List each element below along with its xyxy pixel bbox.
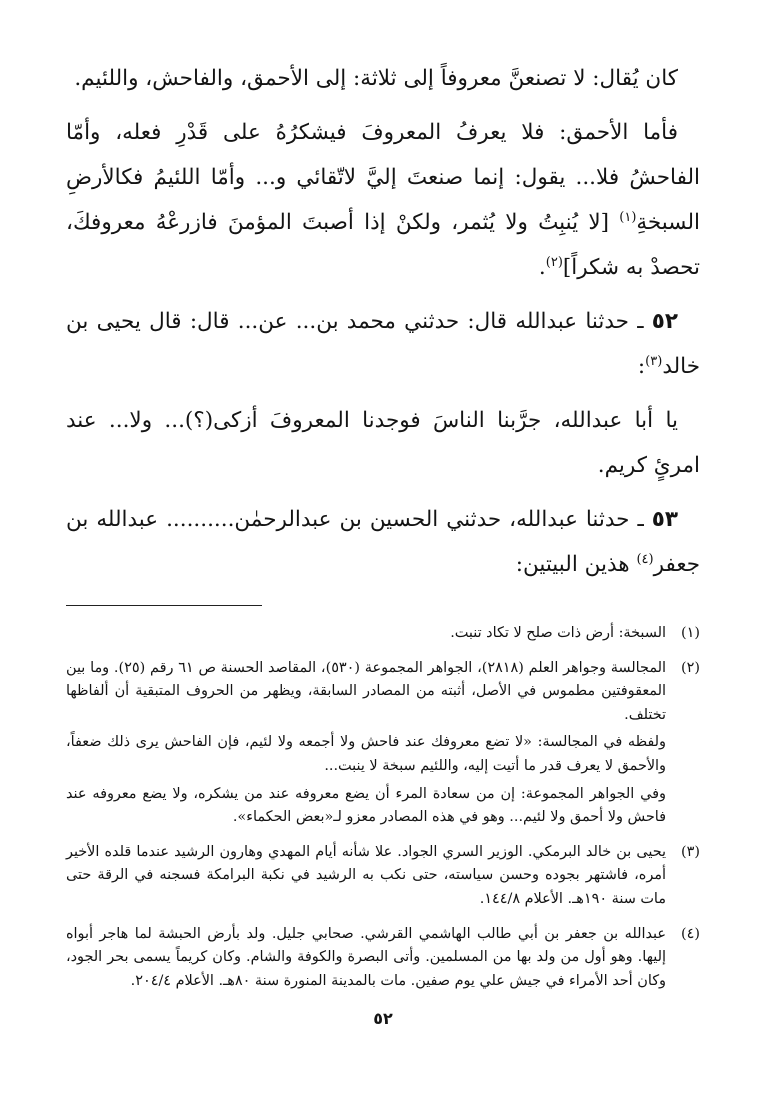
main-text bbox=[66, 56, 700, 587]
footnote-body bbox=[66, 657, 666, 834]
paragraph-text: فأما الأحمق: فلا يعرفُ المعروفَ فيشكرُهُ على قَدْرِ فعله، وأمّا الفاحشُ فلا... يقول: إنما صنعتَ إليَّ لاتّقائي و... وأمّا اللئيمُ فكالأرضِ السبخةِ bbox=[66, 120, 700, 235]
footnote-body bbox=[66, 622, 666, 650]
footnote-2 bbox=[66, 657, 700, 834]
footnotes bbox=[66, 622, 700, 997]
paragraph-1 bbox=[66, 56, 700, 101]
hadith-52 bbox=[66, 299, 700, 389]
page-number: ٥٢ bbox=[373, 1009, 393, 1028]
footnote-ref-4[interactable]: (٤) bbox=[636, 551, 654, 567]
paragraph-quote bbox=[66, 398, 700, 488]
footnote-text: عبدالله بن جعفر بن أبي طالب الهاشمي القرشي. صحابي جليل. ولد بأرض الحبشة لما هاجر أبواه إليها. وهو أول من ولد بها من المسلمين. وأتى البصرة والكوفة والشام. وكان كريماً يسمى بحر الجود، وكان أحد الأمراء في جيش علي يوم صفين. مات بالمدينة المنورة سنة ٨٠هـ. الأعلام ٢٠٤/٤. bbox=[66, 925, 666, 989]
paragraph-text: . bbox=[538, 255, 546, 280]
footnote-text: وفي الجواهر المجموعة: إن من سعادة المرء أن يضع معروفه عند من يشكره، ولا يضع معروفه عند فاحش ولا أحمق ولا لئيم... وهو في هذه المصادر معزو لـ«بعض الحكماء». bbox=[66, 785, 666, 826]
book-page bbox=[66, 56, 700, 1056]
paragraph-text: يا أبا عبدالله، جرَّبنا الناسَ فوجدنا المعروفَ أزكى(؟)... ولا... عند امرئٍ كريم. bbox=[66, 408, 700, 478]
footnote-ref-3[interactable]: (٣) bbox=[645, 353, 663, 369]
footnote-number: (١) bbox=[681, 625, 700, 641]
footnote-text: السبخة: أرض ذات صلح لا تكاد تنبت. bbox=[450, 625, 666, 641]
footnote-text: المجالسة وجواهر العلم (٢٨١٨)، الجواهر المجموعة (٥٣٠)، المقاصد الحسنة ص ٦١ رقم (٢٥). وما بين المعقوفتين مطموس في الأصل، أثبته من المصادر السابقة، ويظهر من الحروف المتبقية أن ألفاظها تختلف. bbox=[66, 659, 667, 723]
footnote-ref-1[interactable]: (١) bbox=[619, 209, 637, 225]
paragraph-text: كان يُقال: لا تصنعنَّ معروفاً إلى ثلاثة: إلى الأحمق، والفاحش، واللئيم. bbox=[74, 66, 678, 91]
paragraph-text: [لا يُنبِتُ ولا يُثمر، ولكنْ إذا أصبتَ المؤمنَ فازرعْهُ معروفكَ، تحصدْ به شكراً] bbox=[66, 210, 700, 280]
paragraph-text: هذين البيتين: bbox=[515, 552, 637, 577]
footnote-text: ولفظه في المجالسة: «لا تضع معروفك عند فاحش ولا أجمعه ولا لئيم، فإن الفاحش يرى ذلك ضعفاً، والأحمق لا يعرف قدر ما أتيت إليه، واللئيم سبخة لا ينبت... bbox=[66, 734, 666, 774]
footnote-1 bbox=[66, 622, 700, 650]
footnote-text: يحيى بن خالد البرمكي. الوزير السري الجواد. علا شأنه أيام المهدي وهارون الرشيد عندما قلده الأخير أمره، فاشتهر بجوده وحسن سياسته، حتى نكب به الرشيد في نكبة البرامكة فسجنه في الرقة حتى مات سنة ١٩٠هـ. الأعلام ١٤٤/٨. bbox=[66, 843, 666, 907]
paragraph-text: ـ حدثنا عبدالله قال: حدثني محمد بن... عن... قال: قال يحيى بن خالد bbox=[66, 309, 700, 379]
paragraph-text: ـ حدثنا عبدالله، حدثني الحسين بن عبدالرحمٰن.......... عبدالله بن جعفر bbox=[66, 507, 700, 577]
footnote-body bbox=[66, 923, 666, 998]
footnote-body bbox=[66, 841, 666, 916]
paragraph-text: : bbox=[637, 354, 646, 379]
footnote-number: (٢) bbox=[681, 659, 700, 676]
footnote-number: (٣) bbox=[681, 843, 700, 860]
hadith-number: ٥٢ bbox=[651, 309, 678, 334]
hadith-number: ٥٣ bbox=[651, 507, 678, 532]
hadith-53 bbox=[66, 497, 700, 587]
footnote-ref-2[interactable]: (٢) bbox=[545, 254, 563, 270]
paragraph-2 bbox=[66, 110, 700, 290]
footnote-divider bbox=[66, 605, 262, 606]
footnote-4 bbox=[66, 923, 700, 998]
footnote-number: (٤) bbox=[681, 925, 700, 942]
footnote-3 bbox=[66, 841, 700, 916]
